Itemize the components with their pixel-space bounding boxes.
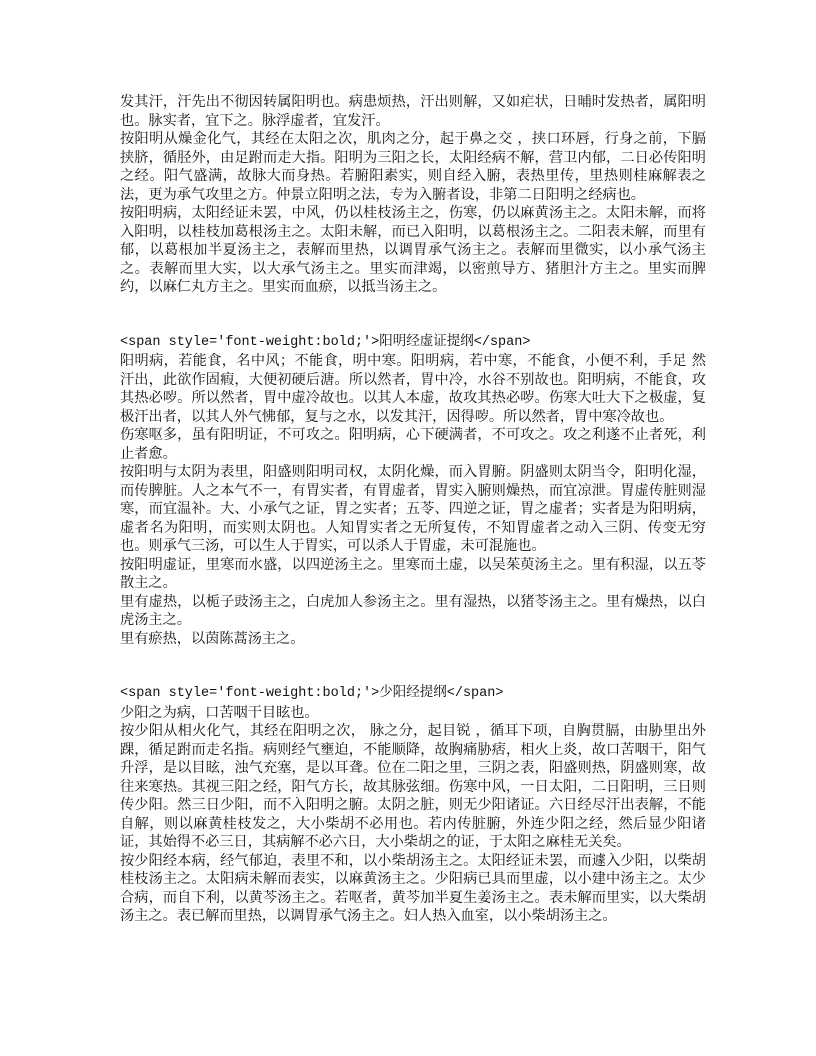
paragraph: 里有瘀热，以茵陈蒿汤主之。 bbox=[120, 630, 305, 647]
section-heading: <span style='font-weight:bold;'>阳明经虚证提纲</span> bbox=[120, 334, 531, 350]
paragraph: 少阳之为病，口苦咽干目眩也。 bbox=[120, 704, 319, 721]
paragraph: 里有虚热，以栀子豉汤主之，白虎加人参汤主之。里有湿热，以猪苓汤主之。里有燥热，以白虎汤主之。 bbox=[120, 593, 706, 628]
section-yangming-deficiency bbox=[120, 334, 706, 649]
paragraph: 伤寒呕多，虽有阳明证，不可攻之。阳明病，心下硬满者，不可攻之。攻之利遂不止者死，利止者愈。 bbox=[120, 427, 706, 462]
paragraph: 按少阳经本病，经气郁迫，表里不和，以小柴胡汤主之。太阳经证未罢，而遽入少阳，以柴胡桂枝汤主之。太阳病未解而表实，以麻黄汤主之。少阳病已具而里虚，以小建中汤主之。太少合病，而自下利，以黄芩汤主之。若呕者，黄芩加半夏生姜汤主之。表未解而里实，以大柴胡汤主之。表已解而里热，以调胃承气汤主之。妇人热入血室，以小柴胡汤主之。 bbox=[120, 852, 706, 924]
paragraph: 按阳明虚证，里寒而水盛，以四逆汤主之。里寒而土虚，以吴茱萸汤主之。里有积湿，以五苓散主之。 bbox=[120, 556, 706, 591]
document-page bbox=[120, 93, 706, 963]
paragraph: 按阳明与太阴为表里，阳盛则阳明司权，太阴化燥，而入胃腑。阴盛则太阴当令，阳明化湿，而传脾脏。人之本气不一，有胃实者，有胃虚者，胃实入腑则燥热，而宜凉泄。胃虚传脏则湿寒，而宜温补。大、小承气之证，胃之实者；五苓、四逆之证，胃之虚者；实者是为阳明病，虚者名为阳明，而实则太阴也。人知胃实者之无所复传，不知胃虚者之动入三阴、传变无穷也。则承气三汤，可以生人于胃实，可以杀人于胃虚，未可混施也。 bbox=[120, 464, 706, 554]
section-shaoyang bbox=[120, 685, 706, 926]
paragraph: 按少阳从相火化气，其经在阳明之次， 脉之分，起目锐 ，循耳下项，自胸贯膈，由胁里出外踝，循足跗而走名指。病则经气壅迫，不能顺降，故胸痛胁痞，相火上炎，故口苦咽干，阳气升浮，是以目眩，浊气充塞，是以耳聋。位在二阳之里，三阴之表，阳盛则热，阴盛则寒，故往来寒热。其视三阳之经，阳气方长，故其脉弦细。伤寒中风，一日太阳，二日阳明，三日则传少阳。然三日少阳，而不入阳明之腑。太阴之脏，则无少阳诸证。六日经尽汗出表解，不能自解，则以麻黄桂枝发之，大小柴胡不必用也。若内传脏腑，外连少阳之经，然后显少阳诸证，其始得不必三日，其病解不必六日，大小柴胡之的证，于太阳之麻桂无关矣。 bbox=[120, 723, 706, 850]
paragraph: 按阳明从燥金化气，其经在太阳之次，肌肉之分，起于鼻之交 ，挟口环唇，行身之前，下膈挟脐，循胫外，由足跗而走大指。阳明为三阳之长，太阳经病不解，营卫内郁，二日必传阳明之经。阳气盛满，故脉大而身热。若腑阳素实，则自经入腑，表热里传，里热则桂麻解表之法，更为承气攻里之方。仲景立阳明之法，专为入腑者设，非第二日阳明之经病也。 bbox=[120, 131, 706, 203]
paragraph: 发其汗，汗先出不彻因转属阳明也。病患烦热，汗出则解，又如疟状，日晡时发热者，属阳明也。脉实者，宜下之。脉浮虚者，宜发汗。 bbox=[120, 94, 706, 129]
paragraph: 阳明病，若能食，名中风；不能食，明中寒。阳明病，若中寒，不能食，小便不利，手足 然汗出，此欲作固瘕，大便初硬后溏。所以然者，胃中冷，水谷不别故也。阳明病，不能食，攻其热必哕。所以然者，胃中虚冷故也。以其人本虚，故攻其热必哕。伤寒大吐大下之极虚，复极汗出者，以其人外气怫郁，复与之水，以发其汗，因得哕。所以然者，胃中寒冷故也。 bbox=[120, 353, 706, 425]
paragraph: 按阳明病，太阳经证未罢，中风，仍以桂枝汤主之，伤寒，仍以麻黄汤主之。太阳未解，而将入阳明，以桂枝加葛根汤主之。太阳未解，而已入阳明，以葛根汤主之。二阳表未解，而里有郁，以葛根加半夏汤主之，表解而里热，以调胃承气汤主之。表解而里微实，以小承气汤主之。表解而里大实，以大承气汤主之。里实而津竭，以密煎导方、猪胆汁方主之。里实而脾约，以麻仁丸方主之。里实而血瘀，以抵当汤主之。 bbox=[120, 205, 706, 295]
section-yangming-intro bbox=[120, 93, 706, 297]
section-heading: <span style='font-weight:bold;'>少阳经提纲</span> bbox=[120, 686, 504, 701]
